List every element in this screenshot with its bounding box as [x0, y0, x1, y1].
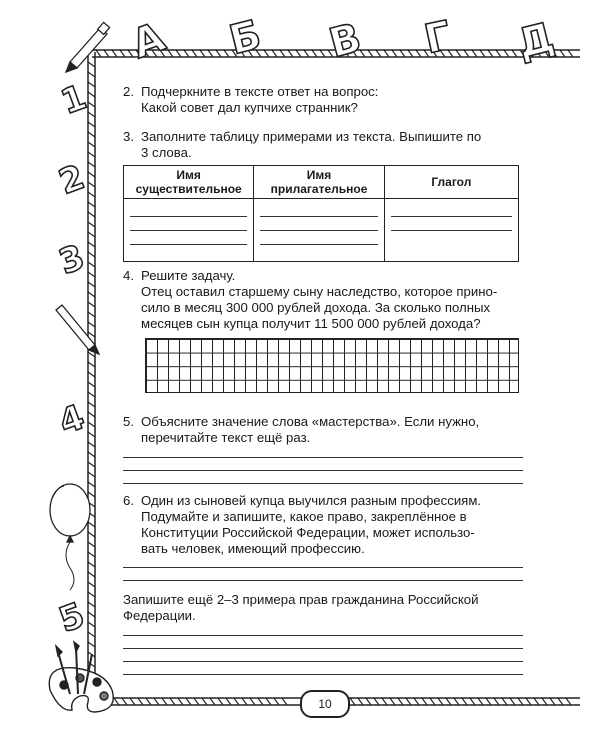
answer-grid[interactable] [145, 338, 519, 393]
task-5-line-1 [123, 414, 523, 430]
word-table [123, 165, 519, 262]
task-2-line-1 [123, 84, 523, 100]
table-header-adjectives: Имя прилагательное [254, 166, 384, 199]
extra-task-line-2: Федерации. [123, 608, 196, 623]
task-2 [123, 84, 523, 116]
task-4 [123, 268, 523, 332]
table-row [124, 199, 519, 262]
task-5 [123, 414, 523, 446]
letter-d: Д [512, 14, 559, 68]
digit-1: 1 [55, 77, 92, 123]
task-number: 6. [123, 493, 134, 508]
task-6-line-1 [123, 493, 523, 509]
task-2-question: Какой совет дал купчихе странник? [141, 100, 358, 115]
letter-b: Б [224, 11, 266, 65]
task-6-text: Один из сыновей купца выучился разным профессиям. [141, 493, 482, 508]
digit-5: 5 [53, 595, 90, 641]
task-3-line-2: 3 слова. [141, 145, 192, 160]
task-4-title [123, 268, 523, 284]
extra-task [123, 592, 523, 624]
answer-lines-extra[interactable] [123, 623, 523, 675]
page-number: 10 [300, 690, 350, 718]
extra-task-line-1: Запишите ещё 2–3 примера прав гражданина Российской [123, 592, 479, 607]
table-header-nouns: Имя существительное [124, 166, 254, 199]
digit-4: 4 [53, 397, 90, 443]
task-6-line-4: вать человек, имеющий профессию. [141, 541, 365, 556]
answer-lines-6[interactable] [123, 555, 523, 581]
task-3-line-1 [123, 129, 523, 145]
task-3-text: Заполните таблицу примерами из текста. Выпишите по [141, 129, 482, 144]
task-number: 5. [123, 414, 134, 429]
table-header-verbs: Глагол [384, 166, 518, 199]
letter-g: Г [420, 12, 456, 64]
table-cell-verbs[interactable] [384, 199, 518, 262]
task-3 [123, 129, 523, 161]
letter-v: В [324, 14, 366, 68]
task-6-line-3: Конституции Российской Федерации, может использо- [141, 525, 475, 540]
answer-lines-5[interactable] [123, 445, 523, 484]
task-4-title-text: Решите задачу. [141, 268, 236, 283]
table-cell-nouns[interactable] [124, 199, 254, 262]
task-number: 2. [123, 84, 134, 99]
task-4-line-2: сило в месяц 300 000 рублей дохода. За сколько полных [141, 300, 491, 315]
task-5-line-2: перечитайте текст ещё раз. [141, 430, 311, 445]
task-number: 4. [123, 268, 134, 283]
task-5-text: Объясните значение слова «мастерства». Если нужно, [141, 414, 480, 429]
digit-3: 3 [53, 237, 90, 283]
task-4-line-3: месяцев сын купца получит 11 500 000 рублей дохода? [141, 316, 481, 331]
table-header-row [124, 166, 519, 199]
task-2-text: Подчеркните в тексте ответ на вопрос: [141, 84, 379, 99]
task-6-line-2: Подумайте и запишите, какое право, закреплённое в [141, 509, 467, 524]
task-number: 3. [123, 129, 134, 144]
digit-2: 2 [53, 157, 90, 203]
letter-a: А [126, 14, 171, 68]
table-cell-adjectives[interactable] [254, 199, 384, 262]
task-4-line-1: Отец оставил старшему сыну наследство, которое прино- [141, 284, 498, 299]
task-6 [123, 493, 523, 557]
